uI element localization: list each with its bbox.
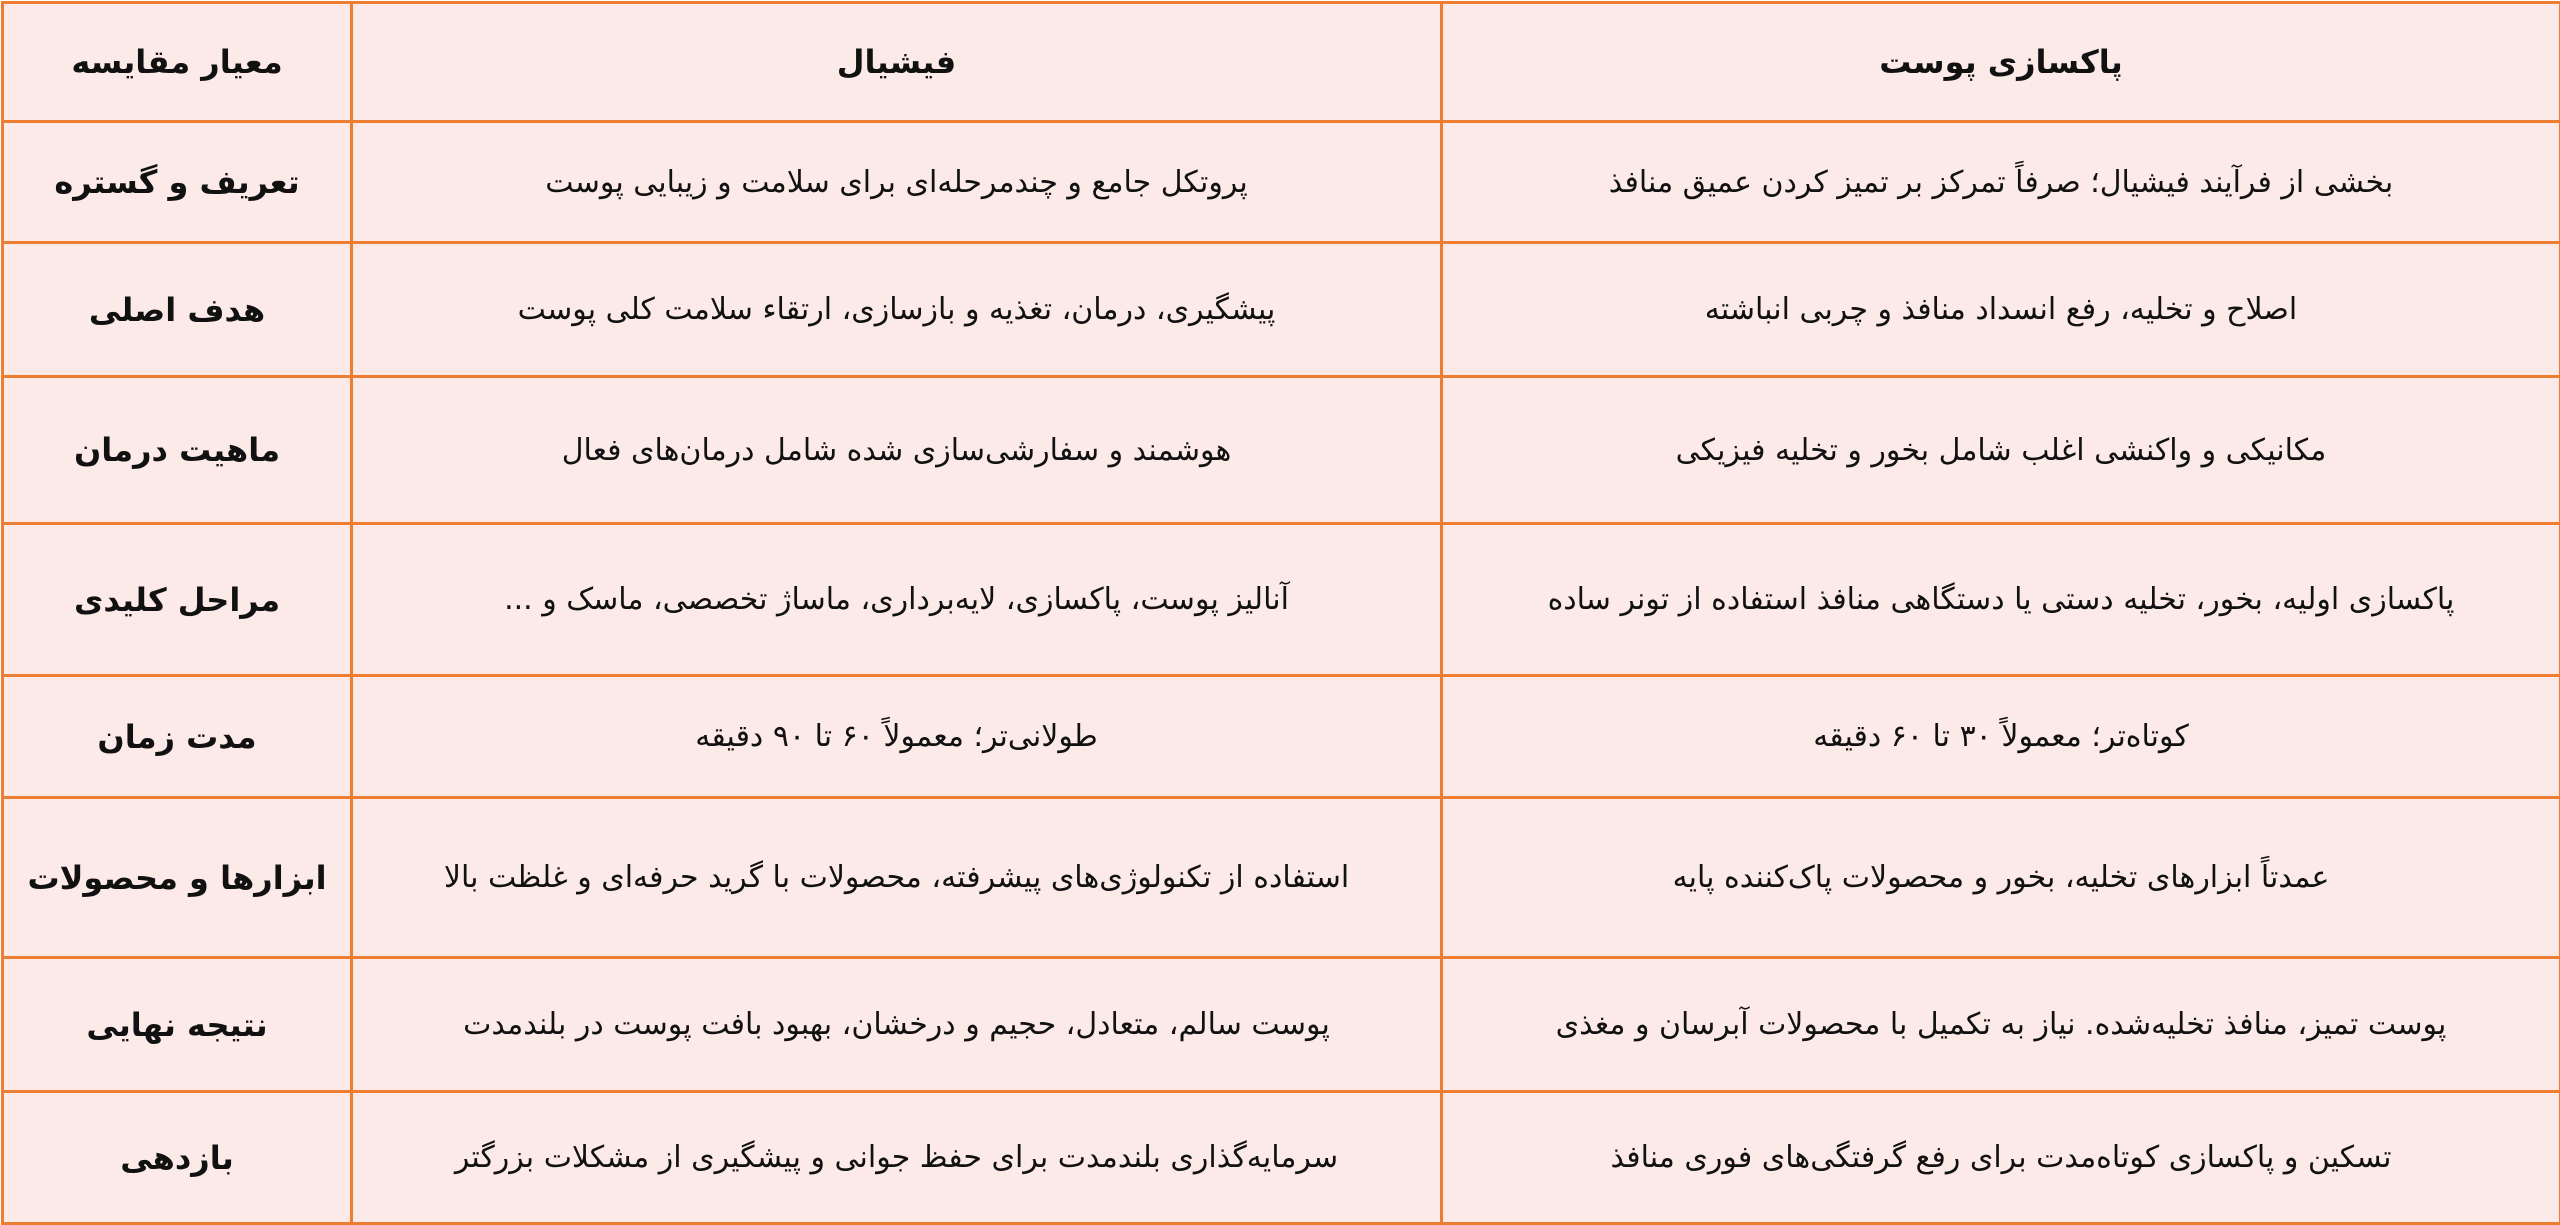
row-criteria: نتیجه نهایی bbox=[3, 958, 352, 1092]
table-row bbox=[3, 243, 2560, 377]
row-cleansing: کوتاه‌تر؛ معمولاً ۳۰ تا ۶۰ دقیقه bbox=[1442, 676, 2560, 798]
table-row bbox=[3, 958, 2560, 1092]
row-criteria: هدف اصلی bbox=[3, 243, 352, 377]
row-criteria: ابزارها و محصولات bbox=[3, 798, 352, 958]
row-cleansing: پاکسازی اولیه، بخور، تخلیه دستی یا دستگاهی منافذ استفاده از تونر ساده bbox=[1442, 524, 2560, 676]
row-criteria: مدت زمان bbox=[3, 676, 352, 798]
row-facial: سرمایه‌گذاری بلندمدت برای حفظ جوانی و پیشگیری از مشکلات بزرگتر bbox=[352, 1092, 1442, 1224]
row-criteria: ماهیت درمان bbox=[3, 377, 352, 524]
table-row bbox=[3, 1092, 2560, 1224]
row-facial: طولانی‌تر؛ معمولاً ۶۰ تا ۹۰ دقیقه bbox=[352, 676, 1442, 798]
row-cleansing: پوست تمیز، منافذ تخلیه‌شده. نیاز به تکمیل با محصولات آبرسان و مغذی bbox=[1442, 958, 2560, 1092]
row-facial: آنالیز پوست، پاکسازی، لایه‌برداری، ماساژ تخصصی، ماسک و ... bbox=[352, 524, 1442, 676]
row-cleansing: اصلاح و تخلیه، رفع انسداد منافذ و چربی انباشته bbox=[1442, 243, 2560, 377]
row-criteria: تعریف و گستره bbox=[3, 122, 352, 243]
row-cleansing: تسکین و پاکسازی کوتاه‌مدت برای رفع گرفتگی‌های فوری منافذ bbox=[1442, 1092, 2560, 1224]
row-facial: هوشمند و سفارشی‌سازی شده شامل درمان‌های فعال bbox=[352, 377, 1442, 524]
row-facial: استفاده از تکنولوژی‌های پیشرفته، محصولات با گرید حرفه‌ای و غلظت بالا bbox=[352, 798, 1442, 958]
row-cleansing: بخشی از فرآیند فیشیال؛ صرفاً تمرکز بر تمیز کردن عمیق منافذ bbox=[1442, 122, 2560, 243]
header-cleansing: پاکسازی پوست bbox=[1442, 3, 2560, 122]
row-cleansing: مکانیکی و واکنشی اغلب شامل بخور و تخلیه فیزیکی bbox=[1442, 377, 2560, 524]
table-row bbox=[3, 377, 2560, 524]
row-facial: پوست سالم، متعادل، حجیم و درخشان، بهبود بافت پوست در بلندمدت bbox=[352, 958, 1442, 1092]
row-facial: پیشگیری، درمان، تغذیه و بازسازی، ارتقاء سلامت کلی پوست bbox=[352, 243, 1442, 377]
table-row bbox=[3, 122, 2560, 243]
table-row bbox=[3, 524, 2560, 676]
comparison-table bbox=[1, 1, 2560, 1225]
table-row bbox=[3, 676, 2560, 798]
row-criteria: بازدهی bbox=[3, 1092, 352, 1224]
header-facial: فیشیال bbox=[352, 3, 1442, 122]
header-criteria: معیار مقایسه bbox=[3, 3, 352, 122]
row-criteria: مراحل کلیدی bbox=[3, 524, 352, 676]
row-facial: پروتکل جامع و چندمرحله‌ای برای سلامت و زیبایی پوست bbox=[352, 122, 1442, 243]
header-row bbox=[3, 3, 2560, 122]
table-row bbox=[3, 798, 2560, 958]
row-cleansing: عمدتاً ابزارهای تخلیه، بخور و محصولات پاک‌کننده پایه bbox=[1442, 798, 2560, 958]
